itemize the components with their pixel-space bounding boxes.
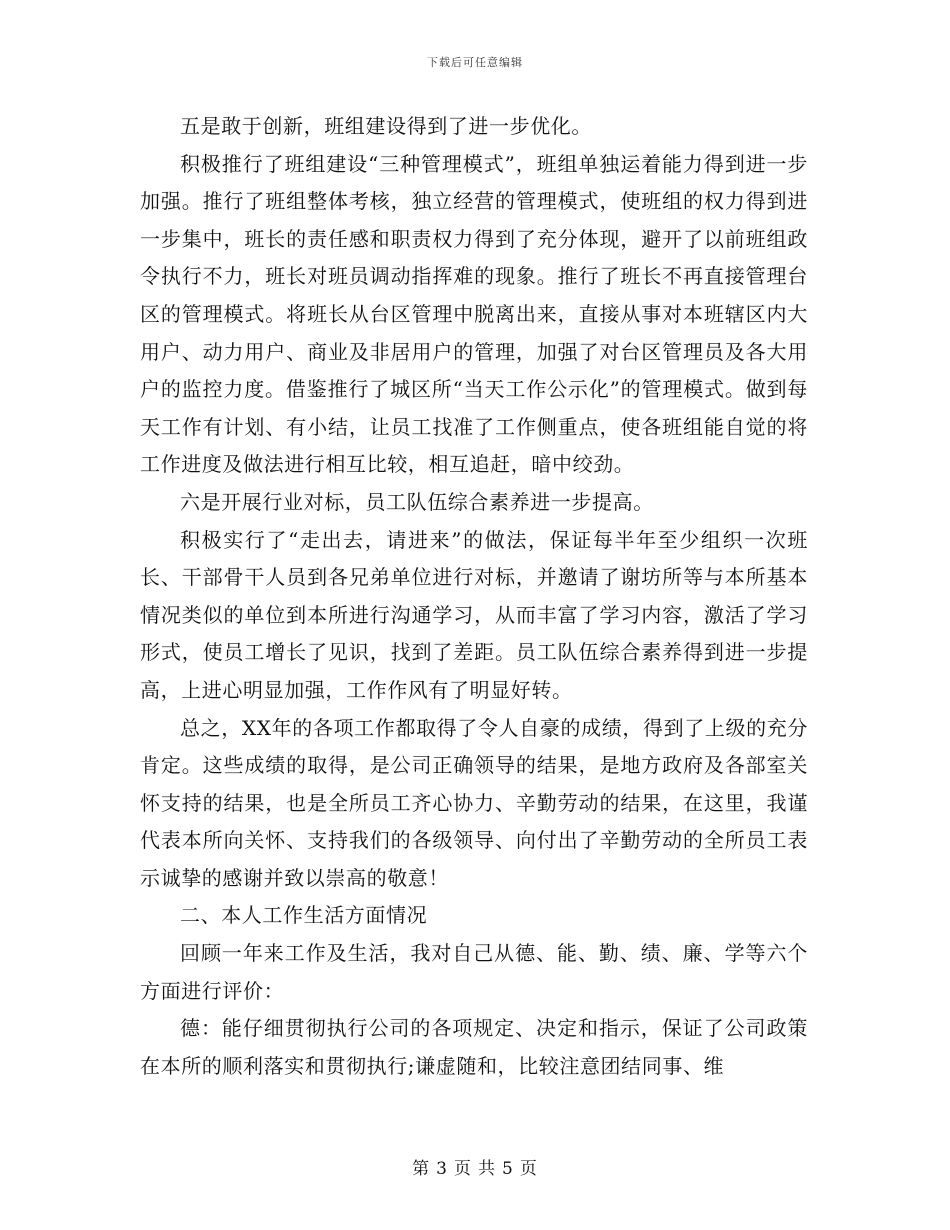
paragraph-benchmarking-heading: 六是开展行业对标，员工队伍综合素养进一步提高。 — [180, 489, 654, 514]
paragraph-self-review: 回顾一年来工作及生活，我对自己从德、能、勤、绩、廉、学等六个方面进行评价： — [140, 941, 808, 1003]
paragraph-virtue: 德：能仔细贯彻执行公司的各项规定、决定和指示，保证了公司政策在本所的顺利落实和贯彻执行;谦虚随和，比较注意团结同事、维 — [140, 1016, 808, 1078]
footer-suffix: 页 — [519, 1159, 538, 1179]
footer-page-word: 页 — [454, 1159, 472, 1179]
section-heading-personal: 二、本人工作生活方面情况 — [180, 903, 428, 928]
footer-total-pages: 5 — [502, 1159, 514, 1179]
paragraph-summary: 总之，XX年的各项工作都取得了令人自豪的成绩，得到了上级的充分肯定。这些成绩的取得，是公司正确领导的结果，是地方政府及各部室关怀支持的结果，也是全所员工齐心协力、辛勤劳动的结果，在这里，我谨代表本所向关怀、支持我们的各级领导、向付出了辛勤劳动的全所员工表示诚挚的感谢并致以崇高的敬意！ — [140, 715, 808, 890]
document-body — [140, 108, 808, 1085]
footer-total-word: 共 — [478, 1159, 496, 1179]
footer-prefix: 第 — [412, 1159, 431, 1179]
paragraph-innovation-heading: 五是敢于创新，班组建设得到了进一步优化。 — [180, 114, 592, 138]
paragraph-benchmarking-body: 积极实行了“走出去，请进来”的做法，保证每半年至少组织一次班长、干部骨干人员到各兄弟单位进行对标，并邀请了谢坊所等与本所基本情况类似的单位到本所进行沟通学习，从而丰富了学习内容，激活了学习形式，使员工增长了见识，找到了差距。员工队伍综合素养得到进一步提高，上进心明显加强，工作作风有了明显好转。 — [140, 527, 808, 702]
page-number-footer — [0, 1154, 950, 1179]
paragraph-team-management: 积极推行了班组建设“三种管理模式”，班组单独运着能力得到进一步加强。推行了班组整体考核，独立经营的管理模式，使班组的权力得到进一步集中，班长的责任感和职责权力得到了充分体现，避开了以前班组政令执行不力，班长对班员调动指挥难的现象。推行了班长不再直接管理台区的管理模式。将班长从台区管理中脱离出来，直接从事对本班辖区内大用户、动力用户、商业及非居用户的管理，加强了对台区管理员及各大用户的监控力度。借鉴推行了城区所“当天工作公示化”的管理模式。做到每天工作有计划、有小结，让员工找准了工作侧重点，使各班组能自觉的将工作进度及做法进行相互比较，相互追赶，暗中绞劲。 — [140, 151, 808, 477]
footer-current-page: 3 — [436, 1159, 448, 1179]
page-header-note: 下载后可任意编辑 — [427, 56, 523, 69]
